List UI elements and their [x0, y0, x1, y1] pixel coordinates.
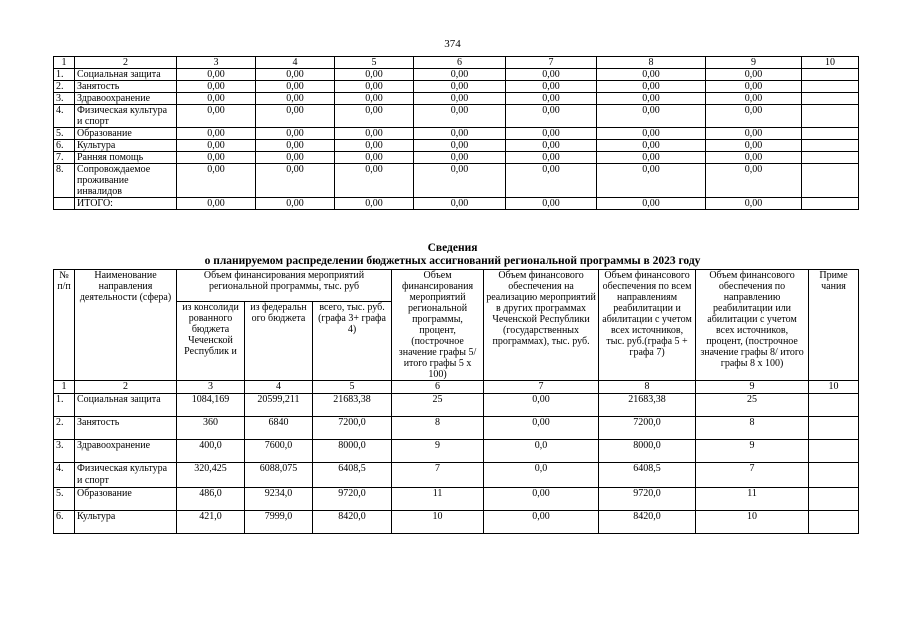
- row-label: Занятость: [75, 81, 177, 93]
- column-number: 7: [506, 57, 597, 69]
- table-cell: 21683,38: [599, 394, 696, 417]
- table-cell: 0,00: [506, 128, 597, 140]
- table-cell: 8: [696, 417, 809, 440]
- table-cell: [809, 488, 859, 511]
- column-number: 5: [313, 381, 392, 394]
- table-cell: 0,00: [335, 69, 414, 81]
- column-number: 8: [599, 381, 696, 394]
- allocation-table: [53, 269, 859, 534]
- table-cell: 5.: [54, 128, 75, 140]
- row-label: Культура: [75, 511, 177, 534]
- table-cell: [802, 152, 859, 164]
- table-cell: [802, 105, 859, 128]
- table-cell: 5.: [54, 488, 75, 511]
- table-cell: 0,00: [335, 140, 414, 152]
- table-cell: 0,00: [597, 128, 706, 140]
- table-cell: 0,00: [706, 164, 802, 198]
- table-row: [54, 463, 859, 488]
- table-cell: 0,00: [484, 417, 599, 440]
- table-cell: 0,00: [414, 81, 506, 93]
- row-label: Социальная защита: [75, 394, 177, 417]
- table-cell: 360: [177, 417, 245, 440]
- row-label: Образование: [75, 488, 177, 511]
- table-row: [54, 69, 859, 81]
- table-cell: 0,00: [414, 105, 506, 128]
- table-cell: 0,00: [597, 164, 706, 198]
- row-label: Образование: [75, 128, 177, 140]
- allocation-table-head: [54, 270, 859, 394]
- column-number: 5: [335, 57, 414, 69]
- table-cell: 0,00: [706, 140, 802, 152]
- row-label: Социальная защита: [75, 69, 177, 81]
- table-cell: 6840: [245, 417, 313, 440]
- header-total: всего, тыс. руб. (графа 3+ графа 4): [313, 302, 392, 381]
- table-cell: [802, 81, 859, 93]
- table-row: [54, 105, 859, 128]
- table-cell: 0,00: [706, 152, 802, 164]
- table-cell: 0,00: [506, 164, 597, 198]
- table-cell: 9720,0: [599, 488, 696, 511]
- table-cell: 2.: [54, 417, 75, 440]
- table-row: [54, 164, 859, 198]
- header-col10: Приме чания: [809, 270, 859, 381]
- table-cell: 0,00: [506, 198, 597, 210]
- column-number: 2: [75, 381, 177, 394]
- table-cell: 0,00: [177, 198, 256, 210]
- table-row: [54, 417, 859, 440]
- table-cell: 6.: [54, 140, 75, 152]
- table-cell: 6088,075: [245, 463, 313, 488]
- column-number: 3: [177, 57, 256, 69]
- table-row: [54, 81, 859, 93]
- table-cell: 8.: [54, 164, 75, 198]
- column-number-row: [54, 381, 859, 394]
- table-cell: 0,00: [597, 105, 706, 128]
- header-name: Наименование направления деятельности (сфера): [75, 270, 177, 381]
- table-cell: 0,00: [597, 152, 706, 164]
- table-cell: 0,00: [484, 488, 599, 511]
- table-cell: 0,00: [414, 93, 506, 105]
- table-cell: 0,00: [706, 93, 802, 105]
- column-number: 10: [809, 381, 859, 394]
- table-cell: 0,00: [335, 128, 414, 140]
- table-cell: [809, 417, 859, 440]
- table-cell: 0,00: [484, 511, 599, 534]
- column-number: 10: [802, 57, 859, 69]
- table-row: [54, 440, 859, 463]
- table-cell: 0,00: [506, 81, 597, 93]
- table-row: [54, 93, 859, 105]
- header-col7: Объем финансового обеспечения на реализацию мероприятий в других программах Чеченской Республики (государственных программах), тыс. руб.: [484, 270, 599, 381]
- table-cell: 7.: [54, 152, 75, 164]
- table-cell: 0,00: [506, 69, 597, 81]
- table-cell: 7200,0: [313, 417, 392, 440]
- table-cell: 25: [392, 394, 484, 417]
- table-cell: 7999,0: [245, 511, 313, 534]
- table-cell: 20599,211: [245, 394, 313, 417]
- table-cell: 0,00: [414, 128, 506, 140]
- table-row: [54, 140, 859, 152]
- table-cell: 0,00: [335, 152, 414, 164]
- table-cell: 0,00: [256, 198, 335, 210]
- table-cell: 0,00: [177, 128, 256, 140]
- table-cell: 1.: [54, 69, 75, 81]
- table-cell: 7200,0: [599, 417, 696, 440]
- table-cell: 0,00: [256, 105, 335, 128]
- table-cell: 3.: [54, 440, 75, 463]
- table-cell: 0,00: [597, 93, 706, 105]
- column-number: 9: [706, 57, 802, 69]
- table-cell: 0,00: [414, 198, 506, 210]
- table-cell: 8000,0: [599, 440, 696, 463]
- table-cell: 0,00: [597, 198, 706, 210]
- table-cell: 0,00: [414, 152, 506, 164]
- row-label: Здравоохранение: [75, 440, 177, 463]
- table-cell: [802, 93, 859, 105]
- table-cell: 0,00: [256, 128, 335, 140]
- row-label: Занятость: [75, 417, 177, 440]
- table-cell: 1.: [54, 394, 75, 417]
- table-cell: [802, 128, 859, 140]
- table-row: [54, 488, 859, 511]
- header-federal: из федеральн ого бюджета: [245, 302, 313, 381]
- table-cell: 11: [696, 488, 809, 511]
- table-cell: 0,00: [256, 93, 335, 105]
- row-label: Физическая культура и спорт: [75, 105, 177, 128]
- section-title: Сведения: [427, 242, 478, 254]
- table-cell: [809, 394, 859, 417]
- allocation-table-body: [54, 394, 859, 534]
- table-cell: 0,00: [177, 93, 256, 105]
- table-cell: [54, 198, 75, 210]
- table-cell: 400,0: [177, 440, 245, 463]
- table-cell: 0,0: [484, 463, 599, 488]
- table-cell: [809, 440, 859, 463]
- column-number: 6: [392, 381, 484, 394]
- table-cell: 11: [392, 488, 484, 511]
- table-cell: 0,00: [177, 69, 256, 81]
- row-label: ИТОГО:: [75, 198, 177, 210]
- table-cell: 0,00: [256, 140, 335, 152]
- table-cell: 0,00: [506, 105, 597, 128]
- table-cell: 486,0: [177, 488, 245, 511]
- table-cell: 0,00: [706, 81, 802, 93]
- table-cell: 8420,0: [313, 511, 392, 534]
- table-cell: [802, 69, 859, 81]
- table-cell: 0,00: [177, 152, 256, 164]
- summary-table-body: [54, 57, 859, 210]
- table-cell: 4.: [54, 105, 75, 128]
- table-cell: 7: [696, 463, 809, 488]
- table-cell: [809, 463, 859, 488]
- header-consolidated: из консолиди рованного бюджета Чеченской Республик и: [177, 302, 245, 381]
- table-cell: 0,00: [414, 69, 506, 81]
- table-row: [54, 511, 859, 534]
- table-row: [54, 128, 859, 140]
- table-cell: 0,00: [597, 81, 706, 93]
- table-cell: 0,00: [335, 81, 414, 93]
- table-row: [54, 198, 859, 210]
- header-num: № п/п: [54, 270, 75, 381]
- table-cell: 8420,0: [599, 511, 696, 534]
- table-cell: 6408,5: [599, 463, 696, 488]
- column-number: 1: [54, 381, 75, 394]
- table-cell: 0,00: [506, 152, 597, 164]
- table-cell: 0,00: [177, 81, 256, 93]
- row-label: Культура: [75, 140, 177, 152]
- row-label: Сопровождаемое проживание инвалидов: [75, 164, 177, 198]
- header-col6: Объем финансирования мероприятий региональной программы, процент, (построчное значение графы 5/ итого графы 5 х 100): [392, 270, 484, 381]
- column-number: 6: [414, 57, 506, 69]
- table-cell: 0,00: [706, 69, 802, 81]
- table-cell: 7600,0: [245, 440, 313, 463]
- table-cell: 0,00: [506, 93, 597, 105]
- page-number: 374: [444, 38, 461, 50]
- table-cell: [802, 164, 859, 198]
- table-cell: 0,00: [484, 394, 599, 417]
- table-cell: 0,00: [177, 164, 256, 198]
- table-cell: 0,00: [706, 198, 802, 210]
- table-cell: 0,00: [256, 164, 335, 198]
- table-cell: 0,00: [597, 69, 706, 81]
- table-row: [54, 152, 859, 164]
- table-cell: [809, 511, 859, 534]
- column-number-row: [54, 57, 859, 69]
- table-cell: 21683,38: [313, 394, 392, 417]
- table-cell: 4.: [54, 463, 75, 488]
- table-cell: 0,00: [177, 105, 256, 128]
- table-cell: 9: [392, 440, 484, 463]
- table-cell: 0,00: [706, 105, 802, 128]
- row-label: Физическая культура и спорт: [75, 463, 177, 488]
- table-cell: 0,00: [335, 93, 414, 105]
- table-cell: 0,0: [484, 440, 599, 463]
- section-subtitle: о планируемом распределении бюджетных ассигнований региональной программы в 2023 году: [204, 255, 701, 267]
- table-cell: 1084,169: [177, 394, 245, 417]
- table-cell: 8: [392, 417, 484, 440]
- row-label: Здравоохранение: [75, 93, 177, 105]
- table-cell: 6408,5: [313, 463, 392, 488]
- table-cell: 9720,0: [313, 488, 392, 511]
- column-number: 3: [177, 381, 245, 394]
- table-cell: 10: [696, 511, 809, 534]
- column-number: 7: [484, 381, 599, 394]
- table-cell: 421,0: [177, 511, 245, 534]
- table-cell: 0,00: [335, 164, 414, 198]
- column-number: 2: [75, 57, 177, 69]
- column-number: 9: [696, 381, 809, 394]
- table-cell: 0,00: [506, 140, 597, 152]
- table-cell: 320,425: [177, 463, 245, 488]
- table-cell: 0,00: [414, 164, 506, 198]
- row-label: Ранняя помощь: [75, 152, 177, 164]
- table-cell: 6.: [54, 511, 75, 534]
- table-cell: 0,00: [177, 140, 256, 152]
- table-cell: 9234,0: [245, 488, 313, 511]
- table-cell: 0,00: [335, 105, 414, 128]
- table-cell: 7: [392, 463, 484, 488]
- table-cell: 10: [392, 511, 484, 534]
- column-number: 1: [54, 57, 75, 69]
- table-cell: 0,00: [597, 140, 706, 152]
- table-cell: 8000,0: [313, 440, 392, 463]
- header-col9: Объем финансового обеспечения по направлению реабилитации или абилитации с учетом всех источников, процент, (построчное значение графы 8/ итого графы 8 х 100): [696, 270, 809, 381]
- summary-table: [53, 56, 859, 210]
- table-cell: 2.: [54, 81, 75, 93]
- table-cell: 25: [696, 394, 809, 417]
- table-cell: 0,00: [256, 81, 335, 93]
- table-cell: 3.: [54, 93, 75, 105]
- column-number: 4: [245, 381, 313, 394]
- column-number: 8: [597, 57, 706, 69]
- table-cell: 0,00: [706, 128, 802, 140]
- table-cell: [802, 198, 859, 210]
- table-cell: [802, 140, 859, 152]
- table-cell: 0,00: [256, 69, 335, 81]
- table-row: [54, 394, 859, 417]
- table-cell: 9: [696, 440, 809, 463]
- table-cell: 0,00: [256, 152, 335, 164]
- header-funding-group: Объем финансирования мероприятий региональной программы, тыс. руб: [177, 270, 392, 302]
- column-number: 4: [256, 57, 335, 69]
- header-col8: Объем финансового обеспечения по всем направлениям реабилитации и абилитации с учетом всех источников, тыс. руб.(графа 5 + графа 7): [599, 270, 696, 381]
- table-cell: 0,00: [335, 198, 414, 210]
- table-cell: 0,00: [414, 140, 506, 152]
